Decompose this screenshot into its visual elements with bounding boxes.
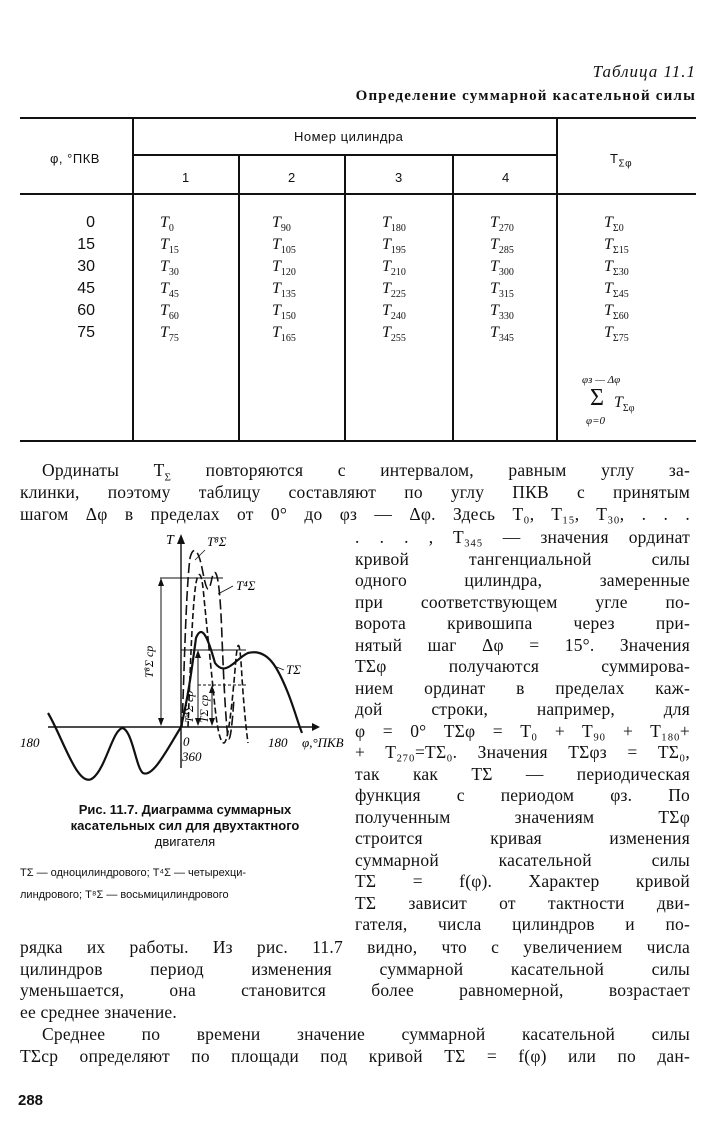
row-phi: 30: [77, 258, 95, 275]
header-sum: $T_{\Sigma\varphi}$: [610, 151, 633, 170]
row-cell-cyl-4: $T_{285}$: [490, 236, 514, 257]
header-cyl-1: 1: [182, 170, 190, 185]
text-line: функция с периодом φз. По: [355, 785, 690, 805]
label-TS: TΣ: [286, 662, 301, 677]
text-line: одного цилиндра, замеренные: [355, 570, 690, 590]
row-phi: 75: [77, 324, 95, 341]
sum-expression: [580, 374, 680, 434]
sum-symbol: Σ: [590, 385, 604, 411]
header-cylinder-number: Номер цилиндра: [294, 129, 404, 144]
row-phi: 60: [77, 302, 95, 319]
row-cell-cyl-4: $T_{345}$: [490, 324, 514, 345]
text-line: полученным значениям TΣφ: [355, 806, 690, 827]
label-0: 0: [183, 734, 190, 749]
row-cell-cyl-4: $T_{300}$: [490, 258, 514, 279]
table-bottom-rule: [20, 440, 696, 442]
figure-caption: Рис. 11.7. Диаграмма суммарных касательных сил для двухтактного двигателя: [70, 802, 300, 849]
text-line: TΣср определяют по площади под кривой TΣ = f(φ) или по дан-: [20, 1045, 690, 1066]
curve-T-sigma-single: [48, 632, 302, 780]
row-cell-cyl-1: $T_{15}$: [160, 236, 179, 257]
table-title: Определение суммарной касательной силы: [355, 88, 696, 104]
row-cell-sum: $T_{\Sigma 45}$: [604, 280, 629, 301]
table-vrule-5: [556, 119, 558, 440]
text-line: дой строки, например, для: [355, 699, 690, 719]
row-cell-sum: $T_{\Sigma 15}$: [604, 236, 629, 257]
text-line: так как TΣ — периодическая: [355, 763, 690, 784]
text-line: кривой тангенциальной силы: [355, 548, 690, 569]
text-line: Ординаты $T_\Sigma$ повторяются с интервалом, равным углу за-: [42, 460, 690, 484]
row-cell-cyl-1: $T_0$: [160, 214, 174, 235]
row-cell-sum: $T_{\Sigma 30}$: [604, 258, 629, 279]
row-cell-cyl-4: $T_{330}$: [490, 302, 514, 323]
row-cell-cyl-1: $T_{75}$: [160, 324, 179, 345]
row-cell-cyl-2: $T_{105}$: [272, 236, 296, 257]
table-top-rule: [20, 117, 696, 119]
paragraph-line-3: шагом Δφ в пределах от 0° до φз — Δφ. Здесь T₀, T₁₅, T₃₀, . . .: [20, 504, 690, 524]
paragraph-average: [20, 1024, 690, 1067]
text-line: уменьшается, она становится более равномерной, возрастает: [20, 980, 690, 1001]
table-number: Таблица 11.1: [592, 62, 696, 81]
row-phi: 0: [86, 214, 95, 231]
label-T8: T⁸Σ: [207, 534, 227, 549]
row-cell-cyl-3: $T_{255}$: [382, 324, 406, 345]
text-line: суммарной касательной силы: [355, 849, 690, 870]
header-cyl-2: 2: [288, 170, 296, 185]
label-360: 360: [182, 749, 202, 764]
row-cell-sum: $T_{\Sigma 60}$: [604, 302, 629, 323]
row-cell-cyl-3: $T_{240}$: [382, 302, 406, 323]
text-line: Среднее по времени значение суммарной касательной силы: [42, 1024, 690, 1044]
page-number: 288: [18, 1092, 44, 1109]
text-line: при соответствующем угле по-: [355, 591, 690, 612]
paragraph-bottom: [20, 937, 690, 1023]
label-T4cp: T⁴Σ ср: [182, 690, 196, 723]
text-line: гателя, числа цилиндров и по-: [355, 914, 690, 934]
text-line: нием ординат в пределах каж-: [355, 677, 690, 698]
table-vrule-2: [238, 156, 240, 440]
sum-term: $T_{\Sigma\varphi}$: [614, 394, 635, 415]
row-cell-cyl-2: $T_{120}$: [272, 258, 296, 279]
paragraph-right-column: [355, 527, 690, 936]
text-line: TΣφ получаются суммирова-: [355, 656, 690, 676]
row-cell-cyl-3: $T_{210}$: [382, 258, 406, 279]
text-line: φ = 0° TΣφ = T₀ + T₉₀ + T₁₈₀+: [355, 720, 690, 741]
row-cell-cyl-3: $T_{180}$: [382, 214, 406, 235]
label-T4: T⁴Σ: [236, 578, 256, 593]
text-line: цилиндров период изменения суммарной касательной силы: [20, 958, 690, 979]
text-line: . . . , T₃₄₅ — значения ординат: [355, 527, 690, 547]
row-cell-cyl-1: $T_{30}$: [160, 258, 179, 279]
phi-axis-arrow: [312, 723, 320, 731]
text-line: TΣ зависит от тактности дви-: [355, 892, 690, 913]
label-T8cp: T⁸Σ ср: [142, 645, 156, 678]
row-cell-cyl-3: $T_{225}$: [382, 280, 406, 301]
header-phi: φ, °ПКВ: [50, 151, 100, 166]
row-cell-sum: $T_{\Sigma 75}$: [604, 324, 629, 345]
header-cyl-3: 3: [395, 170, 403, 185]
row-cell-cyl-3: $T_{195}$: [382, 236, 406, 257]
row-cell-cyl-2: $T_{90}$: [272, 214, 291, 235]
text-line: рядка их работы. Из рис. 11.7 видно, что с увеличением числа: [20, 937, 690, 957]
table-vrule-3: [344, 156, 346, 440]
text-line: TΣ = f(φ). Характер кривой: [355, 871, 690, 891]
text-line: строится кривая изменения: [355, 828, 690, 848]
label-axis: φ,°ПКВ: [302, 735, 344, 750]
text-line: нятый шаг Δφ = 15°. Значения: [355, 634, 690, 655]
row-cell-cyl-4: $T_{315}$: [490, 280, 514, 301]
row-cell-sum: $T_{\Sigma 0}$: [604, 214, 624, 235]
table-header-rule: [20, 193, 696, 195]
figure-11-7-diagram: [18, 528, 353, 790]
paragraph-line-2: клинки, поэтому таблицу составляют по углу ПКВ с принятым: [20, 482, 690, 502]
label-T: T: [166, 533, 174, 548]
sum-upper-limit: φз — Δφ: [582, 374, 621, 386]
figure-legend: TΣ — одноцилиндрового; T⁴Σ — четырехци- линдрового; T⁸Σ — восьмицилиндрового: [20, 867, 247, 901]
row-cell-cyl-2: $T_{165}$: [272, 324, 296, 345]
row-cell-cyl-2: $T_{135}$: [272, 280, 296, 301]
label-180-right: 180: [268, 735, 288, 750]
text-line: + T₂₇₀=TΣ₀. Значения TΣφз = TΣ₀,: [355, 742, 690, 762]
label-180-left: 180: [20, 735, 40, 750]
label-TScp: TΣ ср: [197, 694, 211, 723]
header-cyl-4: 4: [502, 170, 510, 185]
text-line: ворота кривошипа через при-: [355, 613, 690, 633]
text-line: ее среднее значение.: [20, 1001, 177, 1022]
row-cell-cyl-2: $T_{150}$: [272, 302, 296, 323]
row-cell-cyl-1: $T_{45}$: [160, 280, 179, 301]
sum-lower-limit: φ=0: [586, 415, 606, 427]
row-phi: 15: [77, 236, 95, 253]
table-vrule-4: [452, 156, 454, 440]
row-cell-cyl-4: $T_{270}$: [490, 214, 514, 235]
T-axis-arrow: [177, 534, 185, 544]
row-cell-cyl-1: $T_{60}$: [160, 302, 179, 323]
table-vrule-1: [132, 119, 134, 440]
row-phi: 45: [77, 280, 95, 297]
